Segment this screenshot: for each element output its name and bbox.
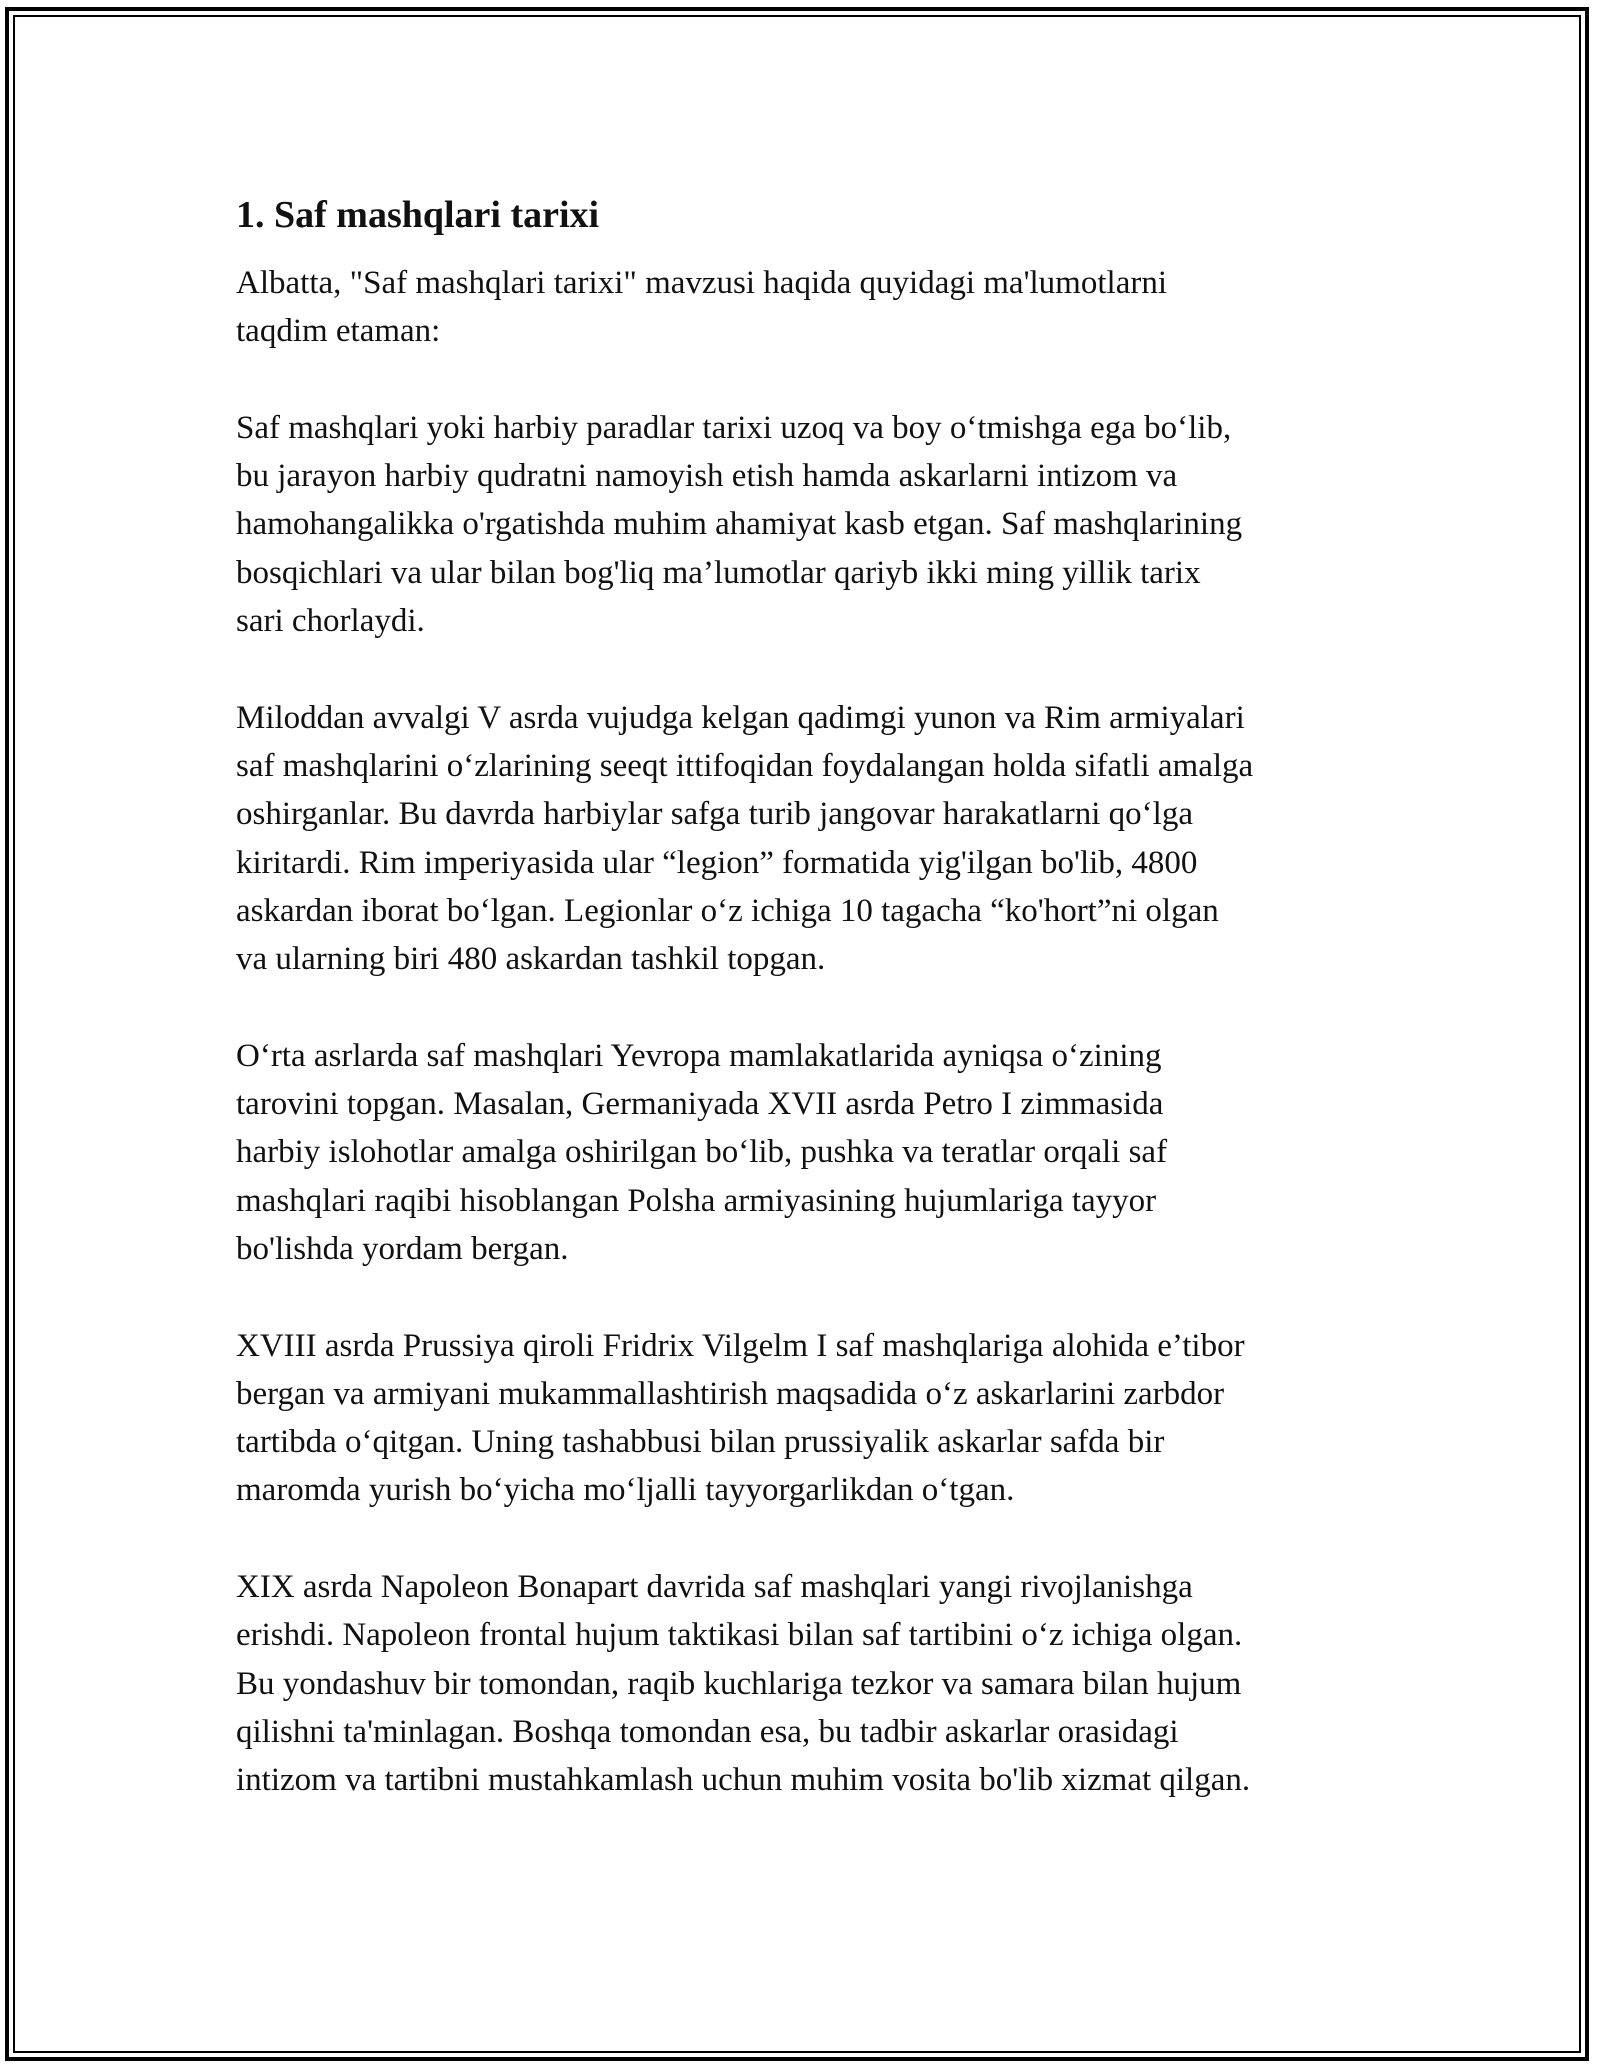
text-line: Saf mashqlari yoki harbiy paradlar tarixi uzoq va boy o‘tmishga ega bo‘lib, — [236, 409, 1232, 446]
paragraph-overview — [236, 404, 1376, 645]
text-line: mashqlari raqibi hisoblangan Polsha armiyasining hujumlariga tayyor — [236, 1182, 1157, 1219]
paragraph-18th-century — [236, 1322, 1376, 1515]
text-line: O‘rta asrlarda saf mashqlari Yevropa mamlakatlarida ayniqsa o‘zining — [236, 1037, 1162, 1074]
paragraph-ancient — [236, 694, 1376, 984]
document-title: 1. Saf mashqlari tarixi — [236, 194, 600, 236]
document-body — [236, 183, 1376, 1853]
text-line: tartibda o‘qitgan. Uning tashabbusi bilan prussiyalik askarlar safda bir — [236, 1424, 1165, 1461]
text-line: va ularning biri 480 askardan tashkil topgan. — [236, 941, 826, 978]
text-line: Albatta, "Saf mashqlari tarixi" mavzusi haqida quyidagi ma'lumotlarni — [236, 265, 1167, 301]
text-line: hamohangalikka o'rgatishda muhim ahamiyat kasb etgan. Saf mashqlarining — [236, 506, 1243, 543]
text-line: XIX asrda Napoleon Bonapart davrida saf mashqlari yangi rivojlanishga — [236, 1569, 1193, 1606]
text-line: kiritardi. Rim imperiyasida ular “legion” formatida yig'ilgan bo'lib, 4800 — [236, 844, 1198, 881]
text-line: tarovini topgan. Masalan, Germaniyada XVII asrda Petro I zimmasida — [236, 1086, 1164, 1123]
text-line: bo'lishda yordam bergan. — [236, 1230, 569, 1267]
text-line: harbiy islohotlar amalga oshirilgan bo‘lib, pushka va teratlar orqali saf — [236, 1134, 1168, 1171]
text-line: askardan iborat bo‘lgan. Legionlar o‘z ichiga 10 tagacha “ko'hort”ni olgan — [236, 892, 1219, 929]
text-line: taqdim etaman: — [236, 313, 441, 350]
text-line: Bu yondashuv bir tomondan, raqib kuchlariga tezkor va samara bilan hujum — [236, 1665, 1242, 1702]
text-line: sari chorlaydi. — [236, 603, 425, 640]
text-line: Miloddan avvalgi V asrda vujudga kelgan qadimgi yunon va Rim armiyalari — [236, 699, 1245, 736]
text-line: intizom va tartibni mustahkamlash uchun muhim vosita bo'lib xizmat qilgan. — [236, 1762, 1251, 1799]
text-line: XVIII asrda Prussiya qiroli Fridrix Vilgelm I saf mashqlariga alohida e’tibor — [236, 1327, 1245, 1364]
text-line: oshirganlar. Bu davrda harbiylar safga turib jangovar harakatlarni qo‘lga — [236, 796, 1193, 833]
text-line: saf mashqlarini o‘zlarining seeqt ittifoqidan foydalangan holda sifatli amalga — [236, 747, 1254, 784]
paragraph-intro — [236, 259, 1376, 356]
text-line: erishdi. Napoleon frontal hujum taktikasi bilan saf tartibini o‘z ichiga olgan. — [236, 1617, 1243, 1654]
paragraph-middle-ages — [236, 1032, 1376, 1273]
paragraph-19th-century — [236, 1563, 1376, 1804]
text-line: maromda yurish bo‘yicha mo‘ljalli tayyorgarlikdan o‘tgan. — [236, 1472, 1015, 1509]
text-line: bu jarayon harbiy qudratni namoyish etish hamda askarlarni intizom va — [236, 458, 1178, 495]
text-line: bosqichlari va ular bilan bog'liq ma’lumotlar qariyb ikki ming yillik tarix — [236, 554, 1201, 591]
text-line: qilishni ta'minlagan. Boshqa tomondan esa, bu tadbir askarlar orasidagi — [236, 1713, 1179, 1750]
text-line: bergan va armiyani mukammallashtirish maqsadida o‘z askarlarini zarbdor — [236, 1375, 1225, 1412]
